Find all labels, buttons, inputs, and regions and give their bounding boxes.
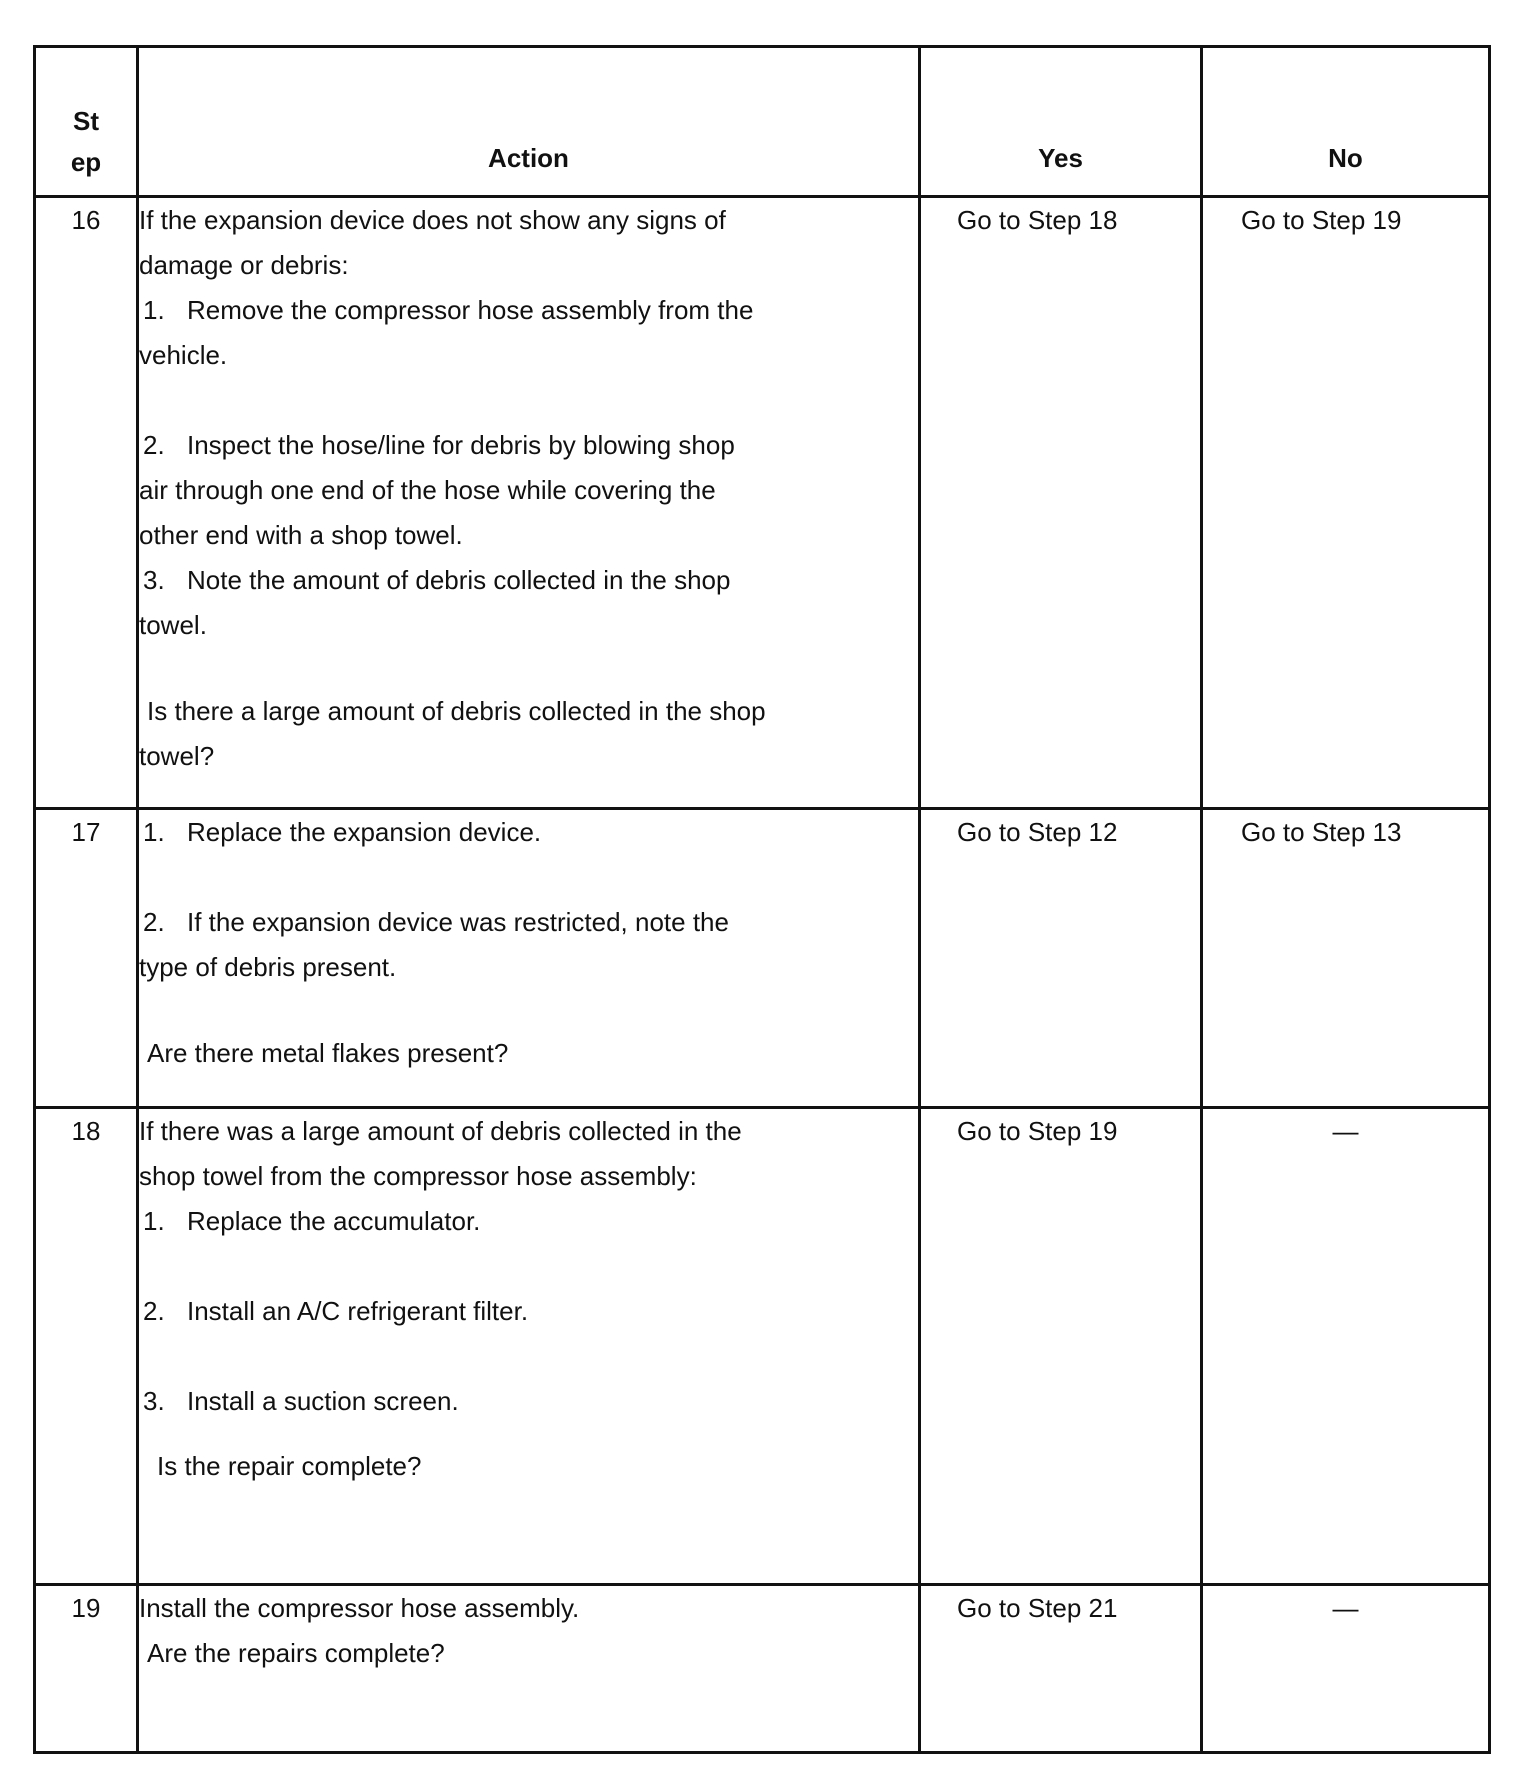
action-cell (138, 809, 920, 1108)
item-text-cont: other end with a shop towel. (139, 520, 463, 550)
yes-goto: Go to Step 21 (957, 1593, 1118, 1623)
action-intro: If the expansion device does not show any signs of (139, 205, 726, 235)
item-number: 1. (143, 1206, 165, 1236)
yes-goto: Go to Step 19 (957, 1116, 1118, 1146)
yes-cell (920, 1108, 1202, 1585)
action-item (139, 288, 918, 333)
action-intro: shop towel from the compressor hose assembly: (139, 1161, 697, 1191)
item-text-cont: towel. (139, 610, 207, 640)
no-goto: — (1332, 1116, 1359, 1146)
item-text: Replace the expansion device. (187, 817, 542, 847)
item-text: Install an A/C refrigerant filter. (187, 1296, 529, 1326)
no-goto: Go to Step 19 (1241, 205, 1402, 235)
step-number: 17 (35, 809, 138, 1108)
item-number: 2. (143, 1296, 165, 1326)
action-question: Is the repair complete? (157, 1451, 422, 1481)
header-yes: Yes (920, 47, 1202, 197)
item-text-cont: type of debris present. (139, 952, 397, 982)
item-number: 1. (143, 295, 165, 325)
action-question: Are there metal flakes present? (147, 1038, 509, 1068)
item-number: 1. (143, 817, 165, 847)
no-cell (1202, 809, 1490, 1108)
item-number: 3. (143, 565, 165, 595)
header-action: Action (138, 47, 920, 197)
item-number: 3. (143, 1386, 165, 1416)
item-number: 2. (143, 907, 165, 937)
item-text: Inspect the hose/line for debris by blowing shop (187, 430, 735, 460)
header-no: No (1202, 47, 1490, 197)
table-row (35, 1108, 1490, 1585)
diagnostic-steps-table (33, 45, 1491, 1754)
action-question: Is there a large amount of debris collected in the shop (147, 696, 766, 726)
action-intro: Install the compressor hose assembly. (139, 1593, 580, 1623)
yes-cell (920, 809, 1202, 1108)
no-goto: Go to Step 13 (1241, 817, 1402, 847)
step-number: 16 (35, 197, 138, 809)
action-item (139, 1199, 918, 1244)
header-step (35, 47, 138, 197)
no-cell (1202, 1585, 1490, 1753)
action-intro: If there was a large amount of debris collected in the (139, 1116, 742, 1146)
yes-cell (920, 197, 1202, 809)
item-text: Install a suction screen. (187, 1386, 459, 1416)
action-cell (138, 1108, 920, 1585)
yes-cell (920, 1585, 1202, 1753)
table-row (35, 197, 1490, 809)
item-text: Remove the compressor hose assembly from the (187, 295, 754, 325)
action-question: Are the repairs complete? (147, 1638, 445, 1668)
header-step-line-1: St (73, 106, 99, 136)
item-text: If the expansion device was restricted, note the (187, 907, 729, 937)
step-number: 19 (35, 1585, 138, 1753)
item-text-cont: vehicle. (139, 340, 228, 370)
item-text: Note the amount of debris collected in the shop (187, 565, 731, 595)
item-number: 2. (143, 430, 165, 460)
action-item (139, 810, 918, 855)
table-row (35, 809, 1490, 1108)
action-cell (138, 1585, 920, 1753)
yes-goto: Go to Step 12 (957, 817, 1118, 847)
action-cell (138, 197, 920, 809)
table-header-row (35, 47, 1490, 197)
yes-goto: Go to Step 18 (957, 205, 1118, 235)
action-item (139, 1289, 918, 1334)
action-intro: damage or debris: (139, 250, 349, 280)
table-row (35, 1585, 1490, 1753)
action-item (139, 1379, 918, 1424)
action-item (139, 423, 918, 468)
no-cell (1202, 1108, 1490, 1585)
no-goto: — (1332, 1593, 1359, 1623)
action-item (139, 558, 918, 603)
header-step-line-2: ep (70, 147, 102, 177)
item-text: Replace the accumulator. (187, 1206, 481, 1236)
step-number: 18 (35, 1108, 138, 1585)
no-cell (1202, 197, 1490, 809)
action-item (139, 900, 918, 945)
action-question-cont: towel? (139, 741, 215, 771)
item-text-cont: air through one end of the hose while covering the (139, 475, 716, 505)
